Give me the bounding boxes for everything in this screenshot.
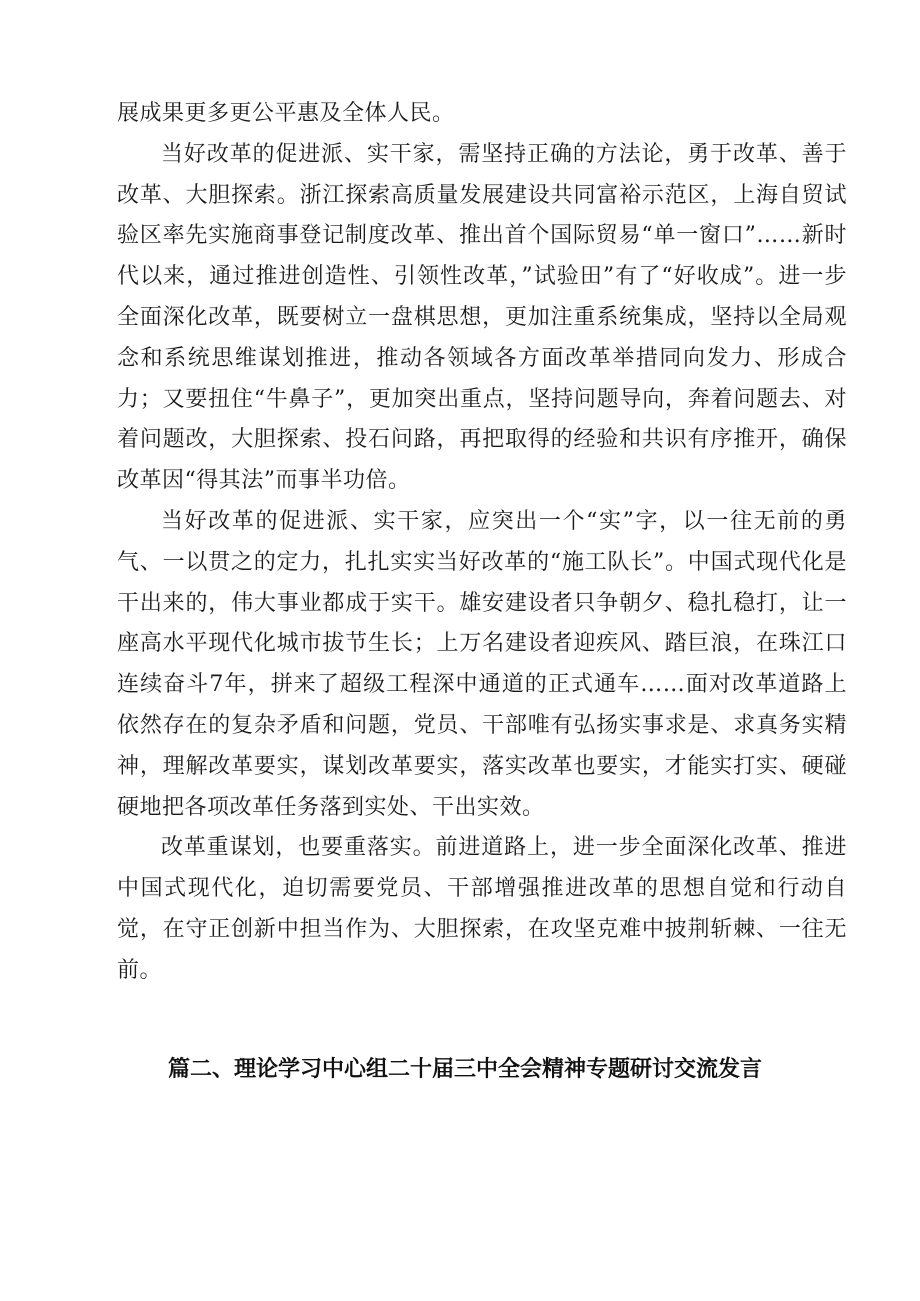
paragraph-conclusion: 改革重谋划，也要重落实。前进道路上，进一步全面深化改革、推进中国式现代化，迫切需要党员、干部增强推进改革的思想自觉和行动自觉，在守正创新中担当作为、大胆探索，在攻坚克难中披荆斩棘、一往无前。	[117, 835, 847, 983]
paragraph-continuation: 展成果更多更公平惠及全体人民。	[117, 101, 455, 126]
paragraph-methodology: 当好改革的促进派、实干家，需坚持正确的方法论，勇于改革、善于改革、大胆探索。浙江探索高质量发展建设共同富裕示范区，上海自贸试验区率先实施商事登记制度改革、推出首个国际贸易“单一窗口”……新时代以来，通过推进创造性、引领性改革，”试验田”有了“好收成”。进一步全面深化改革，既要树立一盘棋思想，更加注重系统集成，坚持以全局观念和系统思维谋划推进，推动各领域各方面改革举措同向发力、形成合力；又要扭住“牛鼻子”，更加突出重点，坚持问题导向，奔着问题去、对着问题改，大胆探索、投石问路，再把取得的经验和共识有序推开，确保改革因“得其法”而事半功倍。	[117, 141, 847, 494]
paragraph-practical-work: 当好改革的促进派、实干家，应突出一个“实”字，以一往无前的勇气、一以贯之的定力，扎扎实实当好改革的“施工队长”。中国式现代化是干出来的，伟大事业都成于实干。雄安建设者只争朝夕、稳扎稳打，让一座高水平现代化城市拔节生长；上万名建设者迎疾风、踏巨浪，在珠江口连续奋斗7年，拼来了超级工程深中通道的正式通车……面对改革道路上依然存在的复杂矛盾和问题，党员、干部唯有弘扬实事求是、求真务实精神，理解改革要实，谋划改革要实，落实改革也要实，才能实打实、硬碰硬地把各项改革任务落到实处、干出实效。	[117, 508, 847, 820]
document-body	[117, 94, 847, 992]
section-heading: 篇二、理论学习中心组二十届三中全会精神专题研讨交流发言	[167, 1057, 762, 1082]
